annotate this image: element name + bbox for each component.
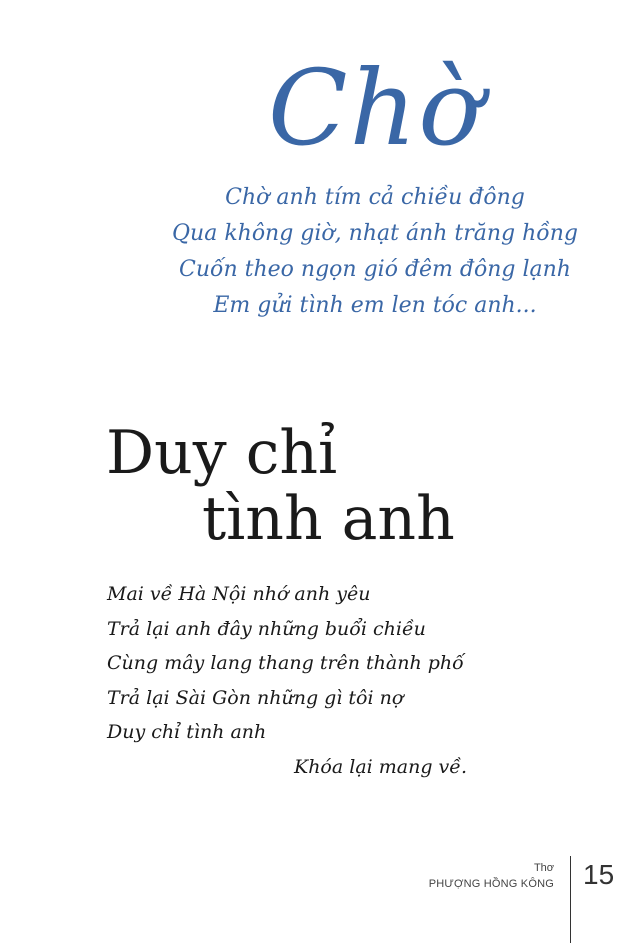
footer-genre: Thơ	[533, 862, 554, 874]
poem-title-line: tình anh	[202, 484, 455, 554]
poem-title-cho: Chờ	[268, 47, 484, 169]
poem-line: Cuốn theo ngọn gió đêm đông lạnh	[179, 257, 571, 282]
poem-line: Em gửi tình em len tóc anh...	[213, 293, 537, 318]
poem-title-line: Duy chỉ	[106, 418, 338, 488]
poem-title-duy-chi-tinh-anh	[106, 420, 466, 552]
poem-cho-stanza	[150, 180, 600, 324]
poem-line: Mai về Hà Nội nhớ anh yêu	[107, 583, 371, 605]
poem-line: Qua không giờ, nhạt ánh trăng hồng	[172, 221, 578, 246]
footer-author: PHƯỢNG HỒNG KÔNG	[428, 878, 554, 890]
poem-duy-chi-tinh-anh-stanza	[107, 577, 527, 784]
poem-line: Trả lại anh đây những buổi chiều	[107, 617, 426, 640]
poem-line: Trả lại Sài Gòn những gì tôi nợ	[107, 686, 404, 709]
poem-line: Khóa lại mang về.	[294, 755, 468, 778]
footer-divider	[570, 856, 571, 943]
poem-line: Chờ anh tím cả chiều đông	[225, 185, 525, 210]
page-number: 15	[583, 859, 615, 890]
poem-line: Duy chỉ tình anh	[107, 721, 267, 743]
poem-line: Cùng mây lang thang trên thành phố	[107, 652, 464, 674]
